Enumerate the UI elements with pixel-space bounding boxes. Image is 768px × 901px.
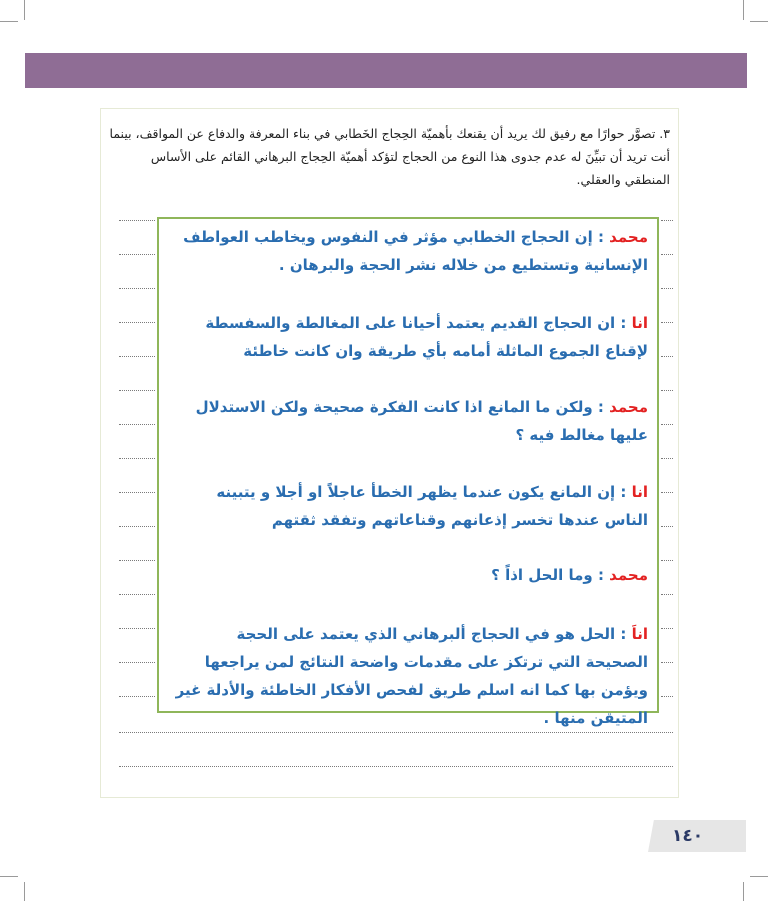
dotted-line — [661, 628, 673, 629]
turn-text: : إن المانع يكون عندما يظهر الخطأ عاجلاً او أجلا و يتبينه الناس عندها تخسر إذعانهم وقناعاتهم وتفقد ثقتهم — [216, 483, 648, 529]
dotted-line — [119, 424, 155, 425]
crop-mark-top-right-h — [750, 21, 768, 22]
dotted-line — [119, 594, 155, 595]
dotted-line — [119, 322, 155, 323]
crop-mark-top-left-h — [0, 21, 18, 22]
dotted-line — [661, 696, 673, 697]
dotted-line — [661, 288, 673, 289]
dotted-line — [119, 356, 155, 357]
dotted-line — [119, 390, 155, 391]
page-number: ١٤٠ — [672, 826, 704, 846]
dotted-line — [119, 458, 155, 459]
dotted-line — [661, 594, 673, 595]
dotted-line — [119, 254, 155, 255]
crop-mark-bottom-left-v — [24, 882, 25, 901]
crop-mark-bottom-right-v — [743, 882, 744, 901]
dotted-line — [119, 526, 155, 527]
turn-text: : ولكن ما المانع اذا كانت الفكرة صحيحة ولكن الاستدلال عليها مغالط فيه ؟ — [195, 398, 648, 444]
turn-text: : وما الحل اذاً ؟ — [491, 566, 610, 584]
speaker-name: اناَ — [631, 625, 648, 643]
dialogue-turn — [172, 309, 648, 365]
speaker-name: محمد — [609, 228, 648, 246]
crop-mark-top-left-v — [24, 0, 25, 20]
dotted-line — [661, 254, 673, 255]
dotted-line — [661, 458, 673, 459]
dotted-line — [661, 424, 673, 425]
dotted-line — [119, 560, 155, 561]
speaker-name: محمد — [609, 398, 648, 416]
dialogue-turn — [172, 620, 648, 732]
turn-text: : إن الحجاج الخطابي مؤثر في النفوس ويخاطب العواطف الإنسانية وتستطيع من خلاله نشر الحجة والبرهان . — [183, 228, 648, 274]
dotted-line — [661, 560, 673, 561]
crop-mark-bottom-right-h — [750, 876, 768, 877]
dotted-line — [661, 492, 673, 493]
speaker-name: انا — [631, 483, 648, 501]
dotted-line — [661, 356, 673, 357]
dotted-line — [119, 220, 155, 221]
crop-mark-top-right-v — [743, 0, 744, 20]
dotted-line — [661, 390, 673, 391]
speaker-name: محمد — [609, 566, 648, 584]
dotted-line — [119, 628, 155, 629]
dotted-line — [119, 696, 155, 697]
dotted-line — [661, 220, 673, 221]
dotted-line — [119, 288, 155, 289]
dotted-line — [119, 766, 673, 767]
dotted-line — [119, 662, 155, 663]
turn-text: : ان الحجاج القديم يعتمد أحيانا على المغالطة والسفسطة لإقناع الجموع الماثلة أمامه بأي طريقة وان كانت خاطئة — [205, 314, 648, 360]
dialogue-turn — [172, 223, 648, 279]
turn-text: : الحل هو في الحجاج ألبرهاني الذي يعتمد على الحجة الصحيحة التي ترتكز على مقدمات واضحة النتائج لمن يراجعها ويؤمن بها كما انه اسلم طريق لفحص الأفكار الخاطئة والأدلة غير المتيقن منها . — [175, 625, 648, 727]
question-text: ٣. تصوَّر حوارًا مع رفيق لك يريد أن يقنعك بأهميّة الحِجاج الخَطابي في بناء المعرفة والدفاع عن المواقف، بينما أنت تريد أن تبيِّنَ له عدم جدوى هذا النوع من الحجاج لتؤكد أهميّة الحِجاج البرهاني القائم على الأساس المنطقي والعقلي. — [109, 126, 670, 187]
dialogue-turn — [172, 478, 648, 534]
dialogue-turn — [172, 393, 648, 449]
crop-mark-bottom-left-h — [0, 876, 18, 877]
dotted-line — [119, 732, 673, 733]
header-bar — [25, 53, 747, 88]
dotted-line — [661, 662, 673, 663]
dotted-line — [661, 526, 673, 527]
speaker-name: انا — [631, 314, 648, 332]
dotted-line — [119, 492, 155, 493]
dialogue-turn — [172, 561, 648, 589]
dotted-line — [661, 322, 673, 323]
